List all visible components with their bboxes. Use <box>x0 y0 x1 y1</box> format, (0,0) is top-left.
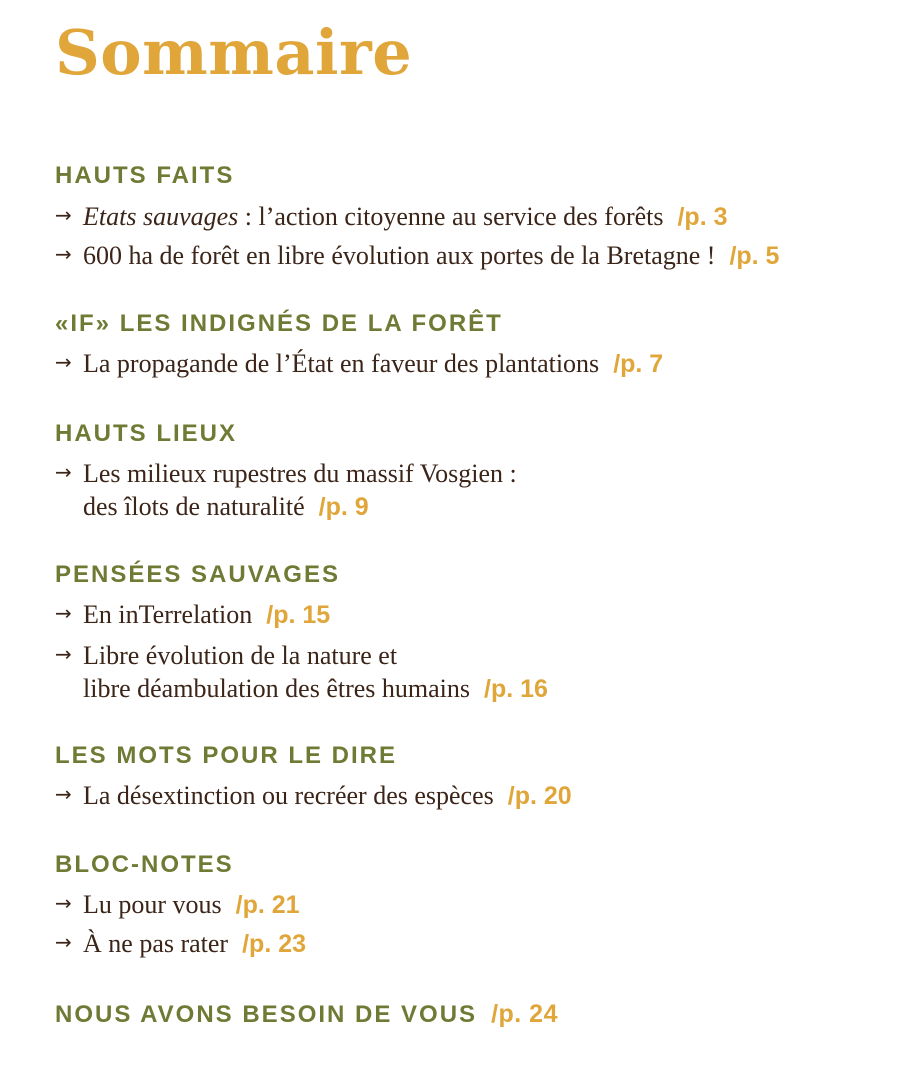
section-heading-indignes-foret: «IF» LES INDIGNÉS DE LA FORÊT <box>55 310 503 337</box>
arrow-right-icon: → <box>55 782 72 806</box>
entry-italic-text: Etats sauvages <box>83 202 239 231</box>
page-reference: /p. 3 <box>677 203 728 231</box>
entry-text-line2: des îlots de naturalité <box>83 492 305 521</box>
entry-text: En inTerrelation <box>83 600 253 629</box>
entry-text: Libre évolution de la nature et <box>83 641 398 670</box>
toc-entry[interactable] <box>55 889 300 922</box>
arrow-right-icon: → <box>55 203 72 227</box>
entry-text: Les milieux rupestres du massif Vosgien : <box>83 459 517 488</box>
toc-entry[interactable] <box>55 458 517 523</box>
section-heading-pensees-sauvages: PENSÉES SAUVAGES <box>55 561 340 588</box>
arrow-right-icon: → <box>55 891 72 915</box>
page-reference: /p. 7 <box>613 350 664 378</box>
arrow-right-icon: → <box>55 460 72 484</box>
section-heading-text: NOUS AVONS BESOIN DE VOUS <box>55 1001 478 1028</box>
entry-text: Lu pour vous <box>83 890 222 919</box>
entry-text-line2-wrapper <box>55 673 548 705</box>
page-reference: /p. 20 <box>507 782 572 810</box>
page-reference: /p. 24 <box>491 1000 558 1028</box>
arrow-right-icon: → <box>55 242 72 266</box>
toc-entry[interactable] <box>55 348 663 381</box>
toc-entry[interactable] <box>55 640 548 705</box>
arrow-right-icon: → <box>55 930 72 954</box>
toc-entry[interactable] <box>55 928 306 961</box>
page-reference: /p. 16 <box>484 675 548 703</box>
toc-entry[interactable] <box>55 240 779 273</box>
arrow-right-icon: → <box>55 350 72 374</box>
page-reference: /p. 23 <box>242 930 307 958</box>
entry-text-line2: libre déambulation des êtres humains <box>83 674 471 703</box>
page-reference: /p. 15 <box>266 601 331 629</box>
toc-entry[interactable] <box>55 201 728 234</box>
entry-text: La propagande de l’État en faveur des plantations <box>83 349 600 378</box>
section-heading-besoin-de-vous[interactable] <box>55 1002 558 1027</box>
section-heading-mots-pour-le-dire: LES MOTS POUR LE DIRE <box>55 742 398 769</box>
entry-text-line2-wrapper <box>55 491 517 523</box>
toc-entry[interactable] <box>55 599 330 632</box>
page-title: Sommaire <box>55 16 413 89</box>
page-reference: /p. 5 <box>729 242 780 270</box>
section-heading-hauts-lieux: HAUTS LIEUX <box>55 420 238 447</box>
page-reference: /p. 21 <box>235 891 300 919</box>
arrow-right-icon: → <box>55 601 72 625</box>
section-heading-hauts-faits: HAUTS FAITS <box>55 162 235 189</box>
section-heading-bloc-notes: BLOC-NOTES <box>55 851 234 878</box>
entry-text: : l’action citoyenne au service des forêts <box>238 202 664 231</box>
arrow-right-icon: → <box>55 642 72 666</box>
page-reference: /p. 9 <box>318 493 369 521</box>
toc-entry[interactable] <box>55 780 572 813</box>
entry-text: À ne pas rater <box>83 929 229 958</box>
entry-text: La désextinction ou recréer des espèces <box>83 781 494 810</box>
entry-text: 600 ha de forêt en libre évolution aux portes de la Bretagne ! <box>83 241 716 270</box>
